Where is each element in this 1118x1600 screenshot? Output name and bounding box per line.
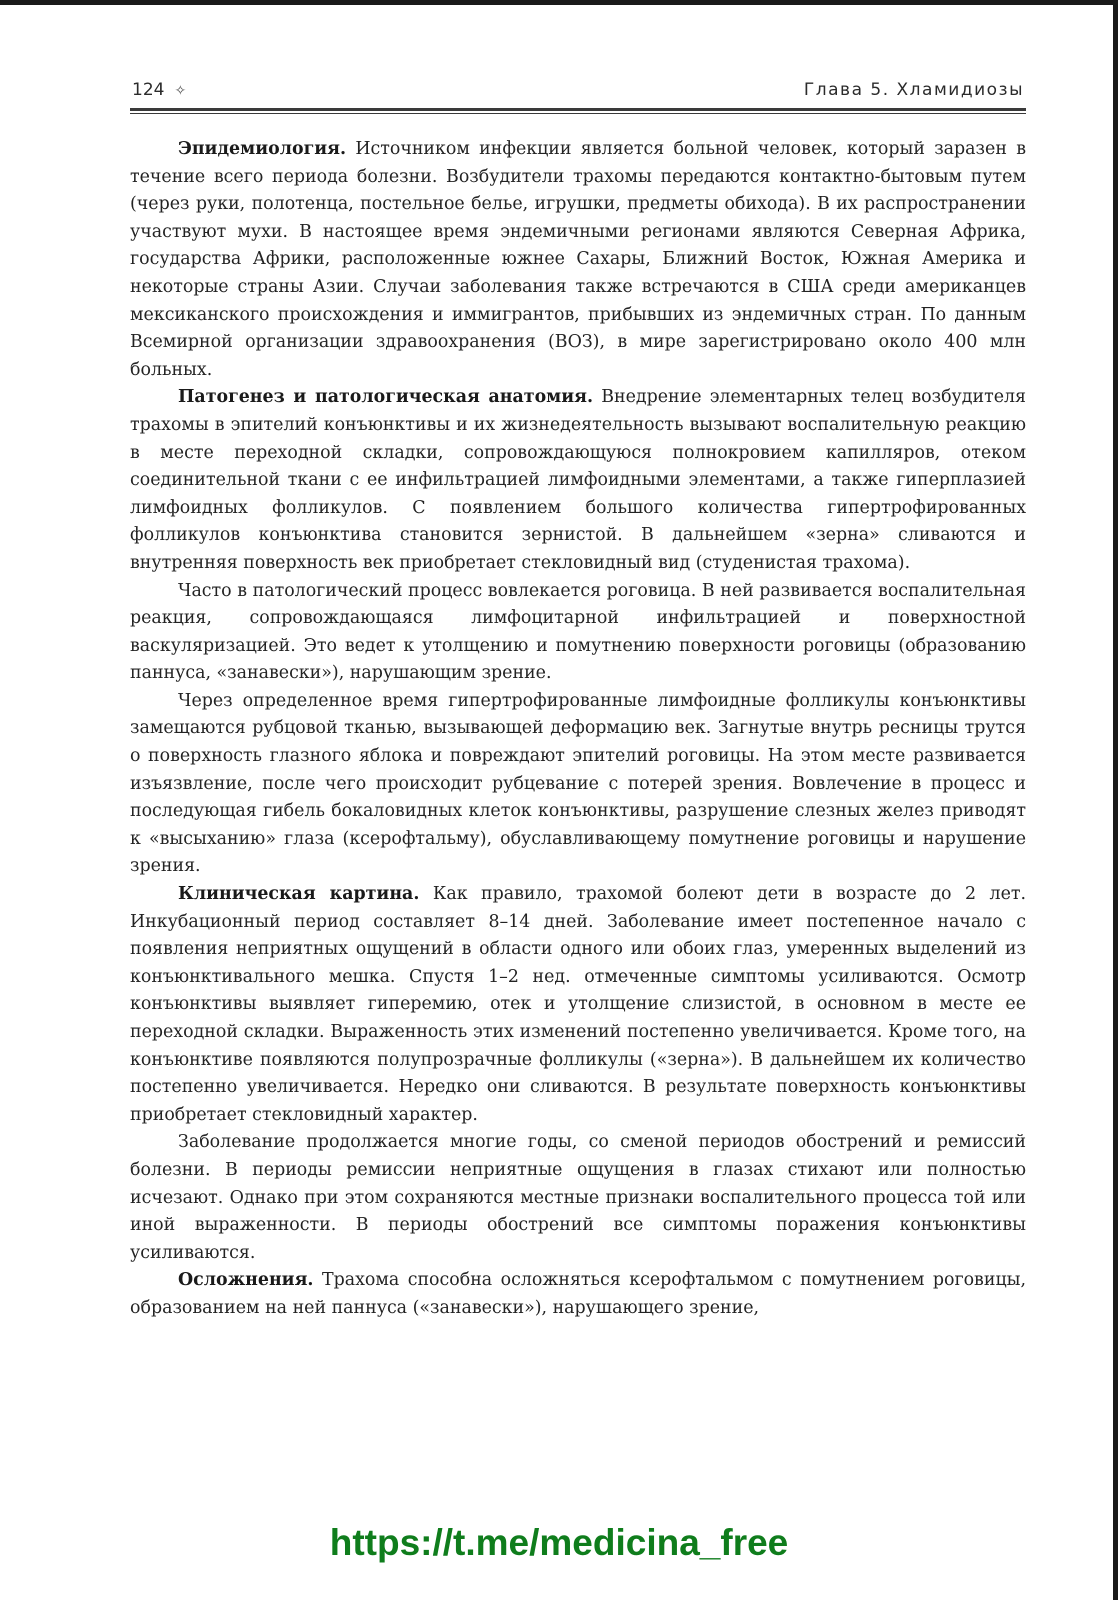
page-number: 124: [132, 80, 165, 100]
paragraph-text: Через определенное время гипертрофированные лимфоидные фолликулы конъюнктивы замещаются рубцовой тканью, вызывающей деформацию век. Загнутые внутрь ресницы трутся о поверхность глазного яблока и повреждают эпителий роговицы. На этом месте развивается изъязвление, после чего происходит рубцевание с потерей зрения. Вовлечение в процесс и последующая гибель бокаловидных клеток конъюнктивы, разрушение слезных желез приводят к «высыханию» глаза (ксерофтальму), обуславливающему помутнение роговицы и нарушение зрения.: [130, 690, 1026, 877]
section-lead: Осложнения.: [178, 1270, 314, 1291]
window-right-border: [1113, 0, 1118, 1600]
telegram-link[interactable]: https://t.me/medicina_free: [329, 1522, 789, 1563]
section-lead: Патогенез и патологическая анатомия.: [178, 387, 594, 408]
paragraph-text: Как правило, трахомой болеют дети в возрасте до 2 лет. Инкубационный период составляет 8–14 дней. Заболевание имеет постепенное начало с появления неприятных ощущений в области одного или обоих глаз, умеренных выделений из конъюнктивального мешка. Спустя 1–2 нед. отмеченные симптомы усиливаются. Осмотр конъюнктивы выявляет гиперемию, отек и утолщение слизистой, в основном в месте ее переходной складки. Выраженность этих изменений постепенно увеличивается. Кроме того, на конъюнктиве появляются полупрозрачные фолликулы («зерна»). В дальнейшем их количество постепенно увеличивается. Нередко они сливаются. В результате поверхность конъюнктивы приобретает стекловидный характер.: [130, 884, 1027, 1125]
paragraph-epidemiology: [130, 136, 1026, 384]
paragraph-text: Трахома способна осложняться ксерофтальмом с помутнением роговицы, образованием на ней паннуса («занавески»), нарушающего зрение,: [130, 1270, 1026, 1318]
paragraph-pathogenesis: [130, 384, 1026, 577]
chapter-title: Глава 5. Хламидиозы: [803, 80, 1024, 100]
window-top-border: [0, 0, 1118, 5]
section-lead: Клиническая картина.: [178, 884, 420, 905]
header-rule: [130, 108, 1026, 114]
running-header: [130, 80, 1026, 108]
paragraph-text: Внедрение элементарных телец возбудителя трахомы в эпителий конъюнктивы и их жизнедеятельность вызывают воспалительную реакцию в месте переходной складки, сопровождающуюся полнокровием капилляров, отеком соединительной ткани с ее инфильтрацией лимфоидными элементами, а также гиперплазией лимфоидных фолликулов. С появлением большого количества гипертрофированных фолликулов конъюнктива становится зернистой. В дальнейшем «зерна» сливаются и внутренняя поверхность век приобретает стекловидный вид (студенистая трахома).: [130, 387, 1027, 573]
paragraph-text: Источником инфекции является больной человек, который заразен в течение всего периода болезни. Возбудители трахомы передаются контактно-бытовым путем (через руки, полотенца, постельное белье, игрушки, предметы обихода). В их распространении участвуют мухи. В настоящее время эндемичными регионами являются Северная Африка, государства Африки, расположенные южнее Сахары, Ближний Восток, Южная Америка и некоторые страны Азии. Случаи заболевания также встречаются в США среди американцев мексиканского происхождения и иммигрантов, прибывших из эндемичных стран. По данным Всемирной организации здравоохранения (ВОЗ), в мире зарегистрировано около 400 млн больных.: [130, 139, 1026, 380]
book-page: [130, 80, 1026, 1323]
section-lead: Эпидемиология.: [178, 139, 347, 159]
paragraph-course: [130, 1129, 1026, 1267]
ornament-diamond-icon: ✧: [174, 83, 187, 99]
page-number-group: [132, 80, 186, 100]
paragraph-text: Часто в патологический процесс вовлекается роговица. В ней развивается воспалительная реакция, сопровождающаяся лимфоцитарной инфильтрацией и поверхностной васкуляризацией. Это ведет к утолщению и помутнению поверхности роговицы (образованию паннуса, «занавески»), нарушающим зрение.: [130, 580, 1026, 684]
page-body-text: [130, 136, 1026, 1323]
paragraph-cornea: [130, 578, 1026, 688]
paragraph-complications: [130, 1267, 1026, 1322]
paragraph-text: Заболевание продолжается многие годы, со сменой периодов обострений и ремиссий болезни. В периоды ремиссии неприятные ощущения в глазах стихают или полностью исчезают. Однако при этом сохраняются местные признаки воспалительного процесса той или иной выраженности. В периоды обострений все симптомы поражения конъюнктивы усиливаются.: [130, 1132, 1026, 1263]
paragraph-clinical-picture: [130, 881, 1026, 1129]
paragraph-scarring: [130, 688, 1026, 881]
